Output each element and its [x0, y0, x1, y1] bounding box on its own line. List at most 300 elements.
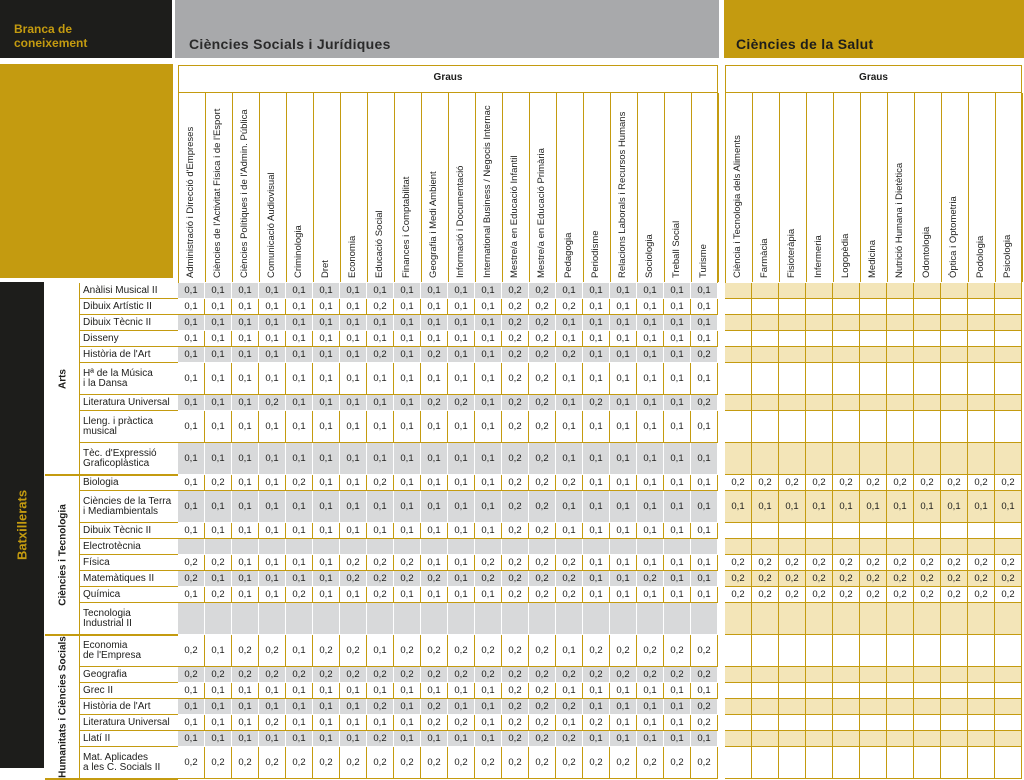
table-cell: 0,1 — [610, 443, 637, 475]
table-cell: 0,1 — [860, 491, 887, 523]
table-cell — [637, 539, 664, 555]
table-cell: 0,2 — [968, 555, 995, 571]
table-cell: 0,2 — [340, 555, 367, 571]
cs-column-header: Ciència i Tecnologia dels Aliments — [732, 135, 743, 278]
table-cell: 0,1 — [448, 571, 475, 587]
table-cell — [887, 667, 914, 683]
table-cell: 0,2 — [502, 635, 529, 667]
table-cell: 0,2 — [529, 475, 556, 491]
table-cell: 0,2 — [232, 635, 259, 667]
table-cell: 0,2 — [637, 747, 664, 779]
table-cell: 0,1 — [664, 491, 691, 523]
table-cell: 0,2 — [529, 331, 556, 347]
table-cell: 0,2 — [752, 571, 779, 587]
table-cell: 0,2 — [914, 475, 941, 491]
table-cell: 0,2 — [529, 571, 556, 587]
table-cell: 0,2 — [691, 715, 718, 731]
table-cell — [725, 683, 752, 699]
table-cell: 0,1 — [583, 411, 610, 443]
table-cell — [914, 315, 941, 331]
table-cell — [725, 315, 752, 331]
csj-column-header: Geografia i Medi Ambient — [428, 171, 439, 278]
table-cell: 0,1 — [286, 523, 313, 539]
table-cell: 0,1 — [725, 491, 752, 523]
table-cell: 0,1 — [421, 731, 448, 747]
table-cell: 0,1 — [286, 635, 313, 667]
table-cell: 0,1 — [205, 491, 232, 523]
table-cell — [914, 411, 941, 443]
table-cell — [995, 331, 1022, 347]
table-cell: 0,1 — [205, 571, 232, 587]
table-cell: 0,1 — [205, 395, 232, 411]
table-cell: 0,2 — [995, 571, 1022, 587]
table-cell: 0,2 — [691, 347, 718, 363]
cs-col-divider — [968, 93, 969, 282]
table-cell — [887, 715, 914, 731]
table-cell: 0,1 — [394, 315, 421, 331]
csj-column-header: Mestre/a en Educació Infantil — [509, 155, 520, 278]
table-cell: 0,1 — [968, 491, 995, 523]
table-cell: 0,1 — [394, 347, 421, 363]
table-cell: 0,1 — [313, 715, 340, 731]
table-cell: 0,1 — [313, 523, 340, 539]
table-cell — [779, 347, 806, 363]
table-cell — [752, 683, 779, 699]
table-cell: 0,1 — [313, 299, 340, 315]
table-cell — [860, 523, 887, 539]
table-cell — [968, 331, 995, 347]
table-cell: 0,2 — [502, 587, 529, 603]
table-cell — [914, 603, 941, 635]
table-cell — [887, 603, 914, 635]
table-cell: 0,2 — [556, 475, 583, 491]
table-cell — [887, 347, 914, 363]
table-cell: 0,1 — [610, 731, 637, 747]
table-cell — [914, 443, 941, 475]
table-cell — [725, 539, 752, 555]
table-cell: 0,1 — [259, 475, 286, 491]
cs-column-header: Odontologia — [921, 226, 932, 278]
table-cell — [887, 443, 914, 475]
table-cell — [941, 347, 968, 363]
cs-graus-label: Graus — [859, 72, 888, 83]
table-cell — [752, 331, 779, 347]
table-cell — [421, 603, 448, 635]
table-cell: 0,1 — [232, 715, 259, 731]
table-cell: 0,2 — [556, 699, 583, 715]
table-cell: 0,1 — [637, 411, 664, 443]
table-cell — [887, 299, 914, 315]
table-cell: 0,2 — [502, 363, 529, 395]
table-cell: 0,1 — [664, 443, 691, 475]
table-cell — [941, 315, 968, 331]
table-cell: 0,2 — [833, 555, 860, 571]
table-cell: 0,2 — [421, 699, 448, 715]
table-cell: 0,2 — [556, 571, 583, 587]
table-cell: 0,2 — [887, 571, 914, 587]
table-cell — [860, 747, 887, 779]
table-cell — [779, 683, 806, 699]
table-cell: 0,1 — [475, 363, 502, 395]
cs-col-divider — [941, 93, 942, 282]
table-cell: 0,2 — [286, 475, 313, 491]
table-cell: 0,1 — [448, 523, 475, 539]
table-cell: 0,2 — [887, 587, 914, 603]
table-cell: 0,1 — [421, 363, 448, 395]
table-cell — [313, 603, 340, 635]
table-cell: 0,2 — [941, 475, 968, 491]
table-cell — [806, 299, 833, 315]
table-cell — [610, 603, 637, 635]
table-cell: 0,1 — [259, 571, 286, 587]
table-cell: 0,1 — [664, 731, 691, 747]
table-cell — [941, 747, 968, 779]
table-cell — [833, 667, 860, 683]
table-cell: 0,2 — [664, 747, 691, 779]
table-cell — [968, 283, 995, 299]
table-cell: 0,1 — [448, 491, 475, 523]
table-cell: 0,2 — [286, 747, 313, 779]
table-cell — [833, 411, 860, 443]
table-cell: 0,2 — [448, 715, 475, 731]
table-cell: 0,1 — [313, 411, 340, 443]
table-cell: 0,1 — [286, 283, 313, 299]
table-cell — [968, 347, 995, 363]
table-cell — [887, 523, 914, 539]
table-cell — [995, 299, 1022, 315]
table-cell: 0,1 — [421, 443, 448, 475]
table-cell: 0,1 — [394, 395, 421, 411]
table-cell — [806, 683, 833, 699]
branca-label: Branca de coneixement — [14, 22, 88, 50]
subject-label: Economia de l'Empresa — [80, 635, 178, 667]
table-cell: 0,2 — [914, 587, 941, 603]
subject-label: Lleng. i pràctica musical — [80, 411, 178, 443]
table-cell: 0,2 — [583, 635, 610, 667]
table-cell: 0,1 — [286, 715, 313, 731]
table-cell — [833, 395, 860, 411]
table-cell: 0,1 — [232, 299, 259, 315]
table-cell — [556, 539, 583, 555]
table-cell: 0,1 — [610, 555, 637, 571]
table-cell: 0,1 — [421, 411, 448, 443]
table-cell — [968, 667, 995, 683]
table-cell: 0,2 — [691, 635, 718, 667]
csj-column-header: Relacions Laborals i Recursos Humans — [617, 111, 628, 278]
table-cell — [860, 347, 887, 363]
table-cell — [752, 395, 779, 411]
table-cell — [779, 731, 806, 747]
table-cell: 0,1 — [691, 491, 718, 523]
table-cell: 0,2 — [448, 395, 475, 411]
table-cell: 0,1 — [448, 283, 475, 299]
table-cell: 0,2 — [502, 683, 529, 699]
table-cell: 0,1 — [340, 731, 367, 747]
table-cell: 0,1 — [340, 347, 367, 363]
table-cell: 0,1 — [637, 587, 664, 603]
table-cell: 0,1 — [691, 523, 718, 539]
table-cell — [968, 395, 995, 411]
cs-col-divider — [887, 93, 888, 282]
subject-label: Tèc. d'Expressió Graficoplàstica — [80, 443, 178, 475]
table-cell: 0,1 — [475, 683, 502, 699]
table-cell — [691, 539, 718, 555]
table-cell — [752, 747, 779, 779]
csj-col-divider — [718, 93, 719, 282]
csj-col-divider — [502, 93, 503, 282]
table-cell: 0,2 — [475, 571, 502, 587]
table-cell — [833, 347, 860, 363]
table-cell — [968, 315, 995, 331]
table-cell: 0,1 — [448, 699, 475, 715]
table-cell — [995, 523, 1022, 539]
table-cell: 0,1 — [313, 491, 340, 523]
table-cell: 0,1 — [232, 555, 259, 571]
cs-header — [724, 0, 1024, 58]
table-cell: 0,1 — [340, 699, 367, 715]
table-cell: 0,1 — [664, 571, 691, 587]
table-cell — [887, 683, 914, 699]
csj-column-header: Finances i Comptabilitat — [401, 176, 412, 278]
table-cell: 0,2 — [259, 667, 286, 683]
table-cell — [941, 411, 968, 443]
table-cell — [833, 699, 860, 715]
table-cell: 0,2 — [205, 555, 232, 571]
group-divider — [79, 475, 80, 635]
table-cell: 0,1 — [232, 395, 259, 411]
table-cell: 0,1 — [583, 523, 610, 539]
table-cell: 0,2 — [178, 555, 205, 571]
table-cell: 0,2 — [583, 747, 610, 779]
table-cell: 0,2 — [941, 555, 968, 571]
subject-label: Història de l'Art — [80, 347, 178, 363]
table-cell: 0,1 — [205, 635, 232, 667]
csj-col-divider — [556, 93, 557, 282]
table-cell: 0,1 — [475, 411, 502, 443]
table-cell: 0,1 — [448, 363, 475, 395]
table-cell: 0,1 — [637, 395, 664, 411]
table-cell: 0,1 — [691, 571, 718, 587]
table-cell: 0,1 — [664, 555, 691, 571]
subject-label: Dibuix Artístic II — [80, 299, 178, 315]
table-cell: 0,1 — [367, 331, 394, 347]
table-cell — [968, 747, 995, 779]
table-cell: 0,1 — [475, 395, 502, 411]
table-cell: 0,2 — [583, 395, 610, 411]
table-cell: 0,2 — [637, 571, 664, 587]
table-cell: 0,2 — [340, 667, 367, 683]
table-cell: 0,1 — [752, 491, 779, 523]
table-cell: 0,1 — [448, 331, 475, 347]
table-cell — [664, 603, 691, 635]
table-cell — [941, 539, 968, 555]
table-cell: 0,1 — [475, 443, 502, 475]
group-label: Arts — [57, 368, 68, 390]
table-cell: 0,1 — [421, 587, 448, 603]
csj-column-header: Ciències Polítiques i de l'Admin. Pública — [239, 109, 250, 278]
csj-column-header: Turisme — [698, 244, 709, 278]
table-cell: 0,2 — [421, 715, 448, 731]
table-cell: 0,2 — [502, 571, 529, 587]
table-cell: 0,2 — [968, 571, 995, 587]
cs-col-divider — [833, 93, 834, 282]
table-cell — [178, 539, 205, 555]
table-cell: 0,1 — [583, 587, 610, 603]
table-cell: 0,1 — [583, 299, 610, 315]
table-cell: 0,1 — [637, 475, 664, 491]
table-cell: 0,2 — [556, 347, 583, 363]
table-cell — [529, 603, 556, 635]
table-cell: 0,1 — [313, 283, 340, 299]
table-cell — [941, 331, 968, 347]
table-cell: 0,2 — [502, 443, 529, 475]
table-cell — [475, 539, 502, 555]
table-cell: 0,2 — [421, 395, 448, 411]
csj-title: Ciències Socials i Jurídiques — [189, 36, 391, 52]
table-cell: 0,2 — [502, 731, 529, 747]
table-cell: 0,1 — [340, 331, 367, 347]
table-cell: 0,2 — [367, 555, 394, 571]
subject-label: Dibuix Tècnic II — [80, 315, 178, 331]
subject-label: Literatura Universal — [80, 395, 178, 411]
table-cell — [914, 331, 941, 347]
table-cell — [887, 331, 914, 347]
table-cell — [860, 363, 887, 395]
table-cell — [914, 363, 941, 395]
table-cell — [887, 283, 914, 299]
table-cell: 0,2 — [995, 555, 1022, 571]
table-cell: 0,1 — [664, 363, 691, 395]
table-cell — [725, 411, 752, 443]
table-cell: 0,1 — [421, 283, 448, 299]
subject-label: Geografia — [80, 667, 178, 683]
table-cell — [806, 747, 833, 779]
table-cell: 0,1 — [887, 491, 914, 523]
table-cell: 0,1 — [178, 347, 205, 363]
table-cell: 0,1 — [556, 315, 583, 331]
table-cell: 0,1 — [475, 731, 502, 747]
table-cell — [340, 603, 367, 635]
table-cell: 0,2 — [529, 363, 556, 395]
table-cell: 0,1 — [340, 683, 367, 699]
table-cell — [806, 411, 833, 443]
table-cell — [887, 731, 914, 747]
table-cell — [914, 667, 941, 683]
table-cell: 0,2 — [313, 635, 340, 667]
table-cell — [833, 715, 860, 731]
table-cell — [286, 539, 313, 555]
table-cell: 0,2 — [367, 299, 394, 315]
csj-col-divider — [340, 93, 341, 282]
table-cell: 0,1 — [178, 731, 205, 747]
table-cell — [833, 635, 860, 667]
table-cell — [502, 539, 529, 555]
table-cell: 0,1 — [691, 587, 718, 603]
cs-column-header: Nutrició Humana i Dietètica — [894, 162, 905, 278]
table-cell — [806, 283, 833, 299]
table-cell — [725, 299, 752, 315]
table-cell: 0,1 — [340, 299, 367, 315]
subject-label: Física — [80, 555, 178, 571]
table-cell — [941, 731, 968, 747]
table-cell: 0,1 — [394, 587, 421, 603]
table-cell — [259, 539, 286, 555]
table-cell: 0,1 — [205, 347, 232, 363]
table-cell: 0,1 — [394, 299, 421, 315]
table-cell: 0,1 — [205, 683, 232, 699]
table-cell: 0,2 — [205, 667, 232, 683]
table-cell: 0,2 — [313, 747, 340, 779]
table-cell: 0,1 — [367, 523, 394, 539]
table-cell: 0,1 — [286, 331, 313, 347]
table-cell: 0,1 — [394, 331, 421, 347]
table-cell: 0,1 — [286, 363, 313, 395]
table-cell: 0,2 — [529, 731, 556, 747]
table-cell: 0,1 — [583, 475, 610, 491]
table-cell: 0,2 — [475, 747, 502, 779]
table-cell: 0,1 — [205, 699, 232, 715]
cs-col-divider — [995, 93, 996, 282]
table-cell — [779, 667, 806, 683]
table-cell — [833, 443, 860, 475]
table-cell: 0,1 — [178, 699, 205, 715]
table-cell: 0,2 — [968, 587, 995, 603]
cs-column-header: Logopèdia — [840, 233, 851, 278]
table-cell — [995, 347, 1022, 363]
table-cell: 0,1 — [313, 571, 340, 587]
table-cell: 0,1 — [313, 699, 340, 715]
table-cell: 0,2 — [259, 747, 286, 779]
table-cell: 0,1 — [637, 699, 664, 715]
table-cell: 0,1 — [286, 395, 313, 411]
table-cell — [995, 635, 1022, 667]
table-cell — [968, 731, 995, 747]
table-cell: 0,1 — [779, 491, 806, 523]
csj-column-header: Periodisme — [590, 230, 601, 278]
table-cell: 0,1 — [448, 475, 475, 491]
table-cell: 0,1 — [637, 347, 664, 363]
table-cell — [860, 283, 887, 299]
csj-column-header: Economia — [347, 235, 358, 278]
table-cell: 0,2 — [394, 635, 421, 667]
table-cell: 0,1 — [178, 299, 205, 315]
table-cell — [860, 731, 887, 747]
table-cell: 0,1 — [205, 731, 232, 747]
table-cell: 0,2 — [475, 555, 502, 571]
table-cell — [860, 667, 887, 683]
table-cell: 0,2 — [367, 475, 394, 491]
table-cell: 0,1 — [448, 587, 475, 603]
table-cell: 0,2 — [529, 283, 556, 299]
table-cell: 0,2 — [340, 747, 367, 779]
table-cell: 0,1 — [313, 475, 340, 491]
table-cell: 0,2 — [367, 699, 394, 715]
table-cell: 0,1 — [664, 299, 691, 315]
table-cell — [968, 715, 995, 731]
table-cell: 0,2 — [556, 555, 583, 571]
table-cell — [752, 363, 779, 395]
subject-label: Biologia — [80, 475, 178, 491]
table-cell — [502, 603, 529, 635]
table-cell: 0,2 — [421, 347, 448, 363]
table-cell — [968, 539, 995, 555]
table-cell: 0,2 — [914, 571, 941, 587]
table-cell: 0,2 — [367, 571, 394, 587]
table-cell: 0,1 — [691, 475, 718, 491]
table-cell: 0,2 — [941, 587, 968, 603]
table-cell: 0,2 — [502, 283, 529, 299]
table-cell: 0,2 — [779, 571, 806, 587]
